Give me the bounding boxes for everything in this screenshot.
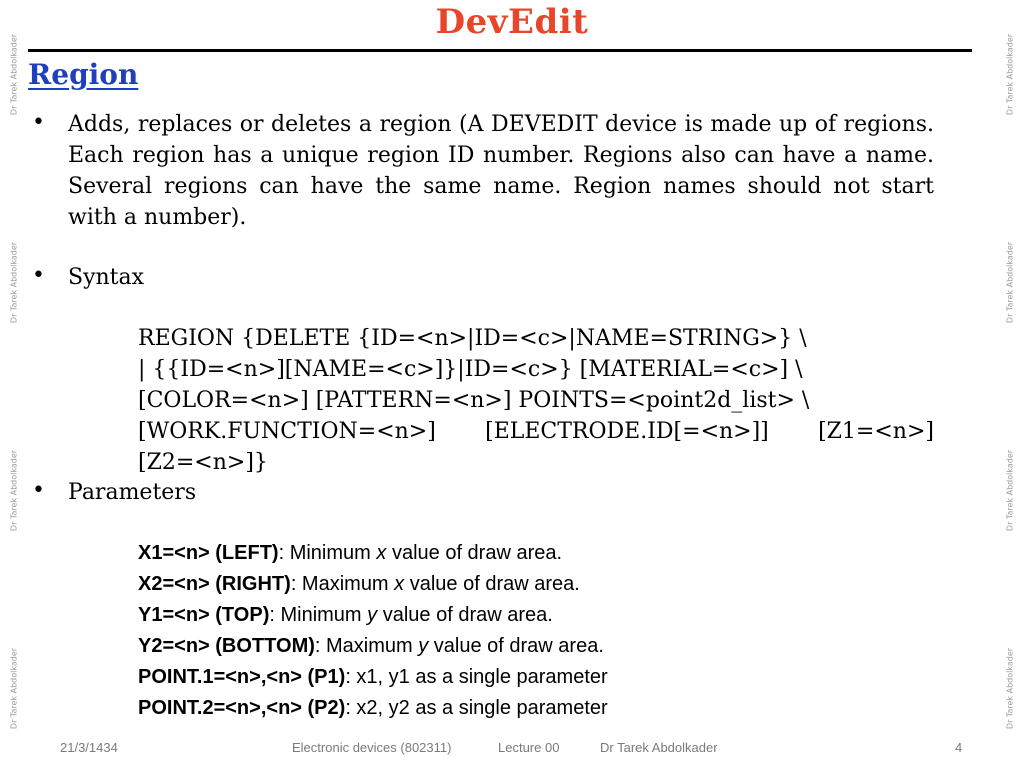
parameter-desc: : Maximum xyxy=(314,635,419,657)
side-watermark: Dr Tarek Abdolkader xyxy=(9,647,19,730)
syntax-token: [Z1=<n>] xyxy=(818,419,934,444)
slide-title: DevEdit xyxy=(435,2,589,42)
bullet-marker: • xyxy=(32,110,45,135)
parameter-item xyxy=(138,569,608,600)
side-watermark: Dr Tarek Abdolkader xyxy=(9,33,19,116)
parameter-desc: : x1, y1 as a single parameter xyxy=(345,666,608,688)
slide-subtitle: Region xyxy=(28,58,139,91)
footer-page-number: 4 xyxy=(955,740,963,755)
syntax-token: [ELECTRODE.ID[=<n>]] xyxy=(485,419,769,444)
syntax-line xyxy=(138,416,934,447)
side-watermark: Dr Tarek Abdolkader xyxy=(1005,33,1015,116)
parameter-item xyxy=(138,631,608,662)
parameter-item xyxy=(138,600,608,631)
parameter-item xyxy=(138,662,608,693)
parameter-desc: value of draw area. xyxy=(428,635,604,657)
footer-author: Dr Tarek Abdolkader xyxy=(600,740,718,755)
parameter-desc: : Minimum xyxy=(269,604,368,626)
parameters-label: Parameters xyxy=(68,480,197,505)
parameter-desc: : Maximum xyxy=(290,573,395,595)
side-watermark: Dr Tarek Abdolkader xyxy=(1005,241,1015,324)
syntax-line: [COLOR=<n>] [PATTERN=<n>] POINTS=<point2d_list> \ xyxy=(138,388,810,413)
parameter-var: x xyxy=(376,542,387,564)
parameter-name: X2=<n> (RIGHT) xyxy=(138,573,291,595)
parameter-item xyxy=(138,538,608,569)
intro-paragraph: Adds, replaces or deletes a region (A DEVEDIT device is made up of regions. Each region has a unique region ID number. Regions also can have a name. Several regions can have the same name. Region names should not start with a number). xyxy=(68,112,934,230)
parameter-name: Y2=<n> (BOTTOM) xyxy=(138,635,315,657)
syntax-label: Syntax xyxy=(68,265,145,290)
parameter-name: POINT.2=<n>,<n> (P2) xyxy=(138,697,346,719)
syntax-block xyxy=(138,323,934,478)
bullet-marker: • xyxy=(32,478,45,503)
parameter-desc: value of draw area. xyxy=(386,542,563,564)
syntax-line: | {{ID=<n>][NAME=<c>]}|ID=<c>} [MATERIAL=<c>] \ xyxy=(138,357,803,382)
parameter-desc: value of draw area. xyxy=(377,604,553,626)
parameter-var: y xyxy=(367,604,378,626)
parameter-name: Y1=<n> (TOP) xyxy=(138,604,270,626)
bullet-marker: • xyxy=(32,263,45,288)
side-watermark: Dr Tarek Abdolkader xyxy=(1005,449,1015,532)
footer-date: 21/3/1434 xyxy=(60,740,118,755)
parameter-desc: : Minimum xyxy=(278,542,377,564)
footer-course: Electronic devices (802311) xyxy=(292,740,452,755)
parameters-list xyxy=(138,538,608,724)
parameter-name: X1=<n> (LEFT) xyxy=(138,542,279,564)
parameter-desc: value of draw area. xyxy=(404,573,580,595)
parameter-name: POINT.1=<n>,<n> (P1) xyxy=(138,666,346,688)
parameter-desc: : x2, y2 as a single parameter xyxy=(345,697,608,719)
parameter-item xyxy=(138,693,608,724)
title-divider xyxy=(28,49,972,52)
side-watermark: Dr Tarek Abdolkader xyxy=(9,241,19,324)
syntax-line: REGION {DELETE {ID=<n>|ID=<c>|NAME=STRING>} \ xyxy=(138,326,807,351)
side-watermark: Dr Tarek Abdolkader xyxy=(9,449,19,532)
footer-lecture: Lecture 00 xyxy=(498,740,560,755)
side-watermark: Dr Tarek Abdolkader xyxy=(1005,647,1015,730)
syntax-line: [Z2=<n>]} xyxy=(138,450,268,475)
parameter-var: x xyxy=(394,573,405,595)
parameter-var: y xyxy=(418,635,429,657)
syntax-token: [WORK.FUNCTION=<n>] xyxy=(138,419,436,444)
